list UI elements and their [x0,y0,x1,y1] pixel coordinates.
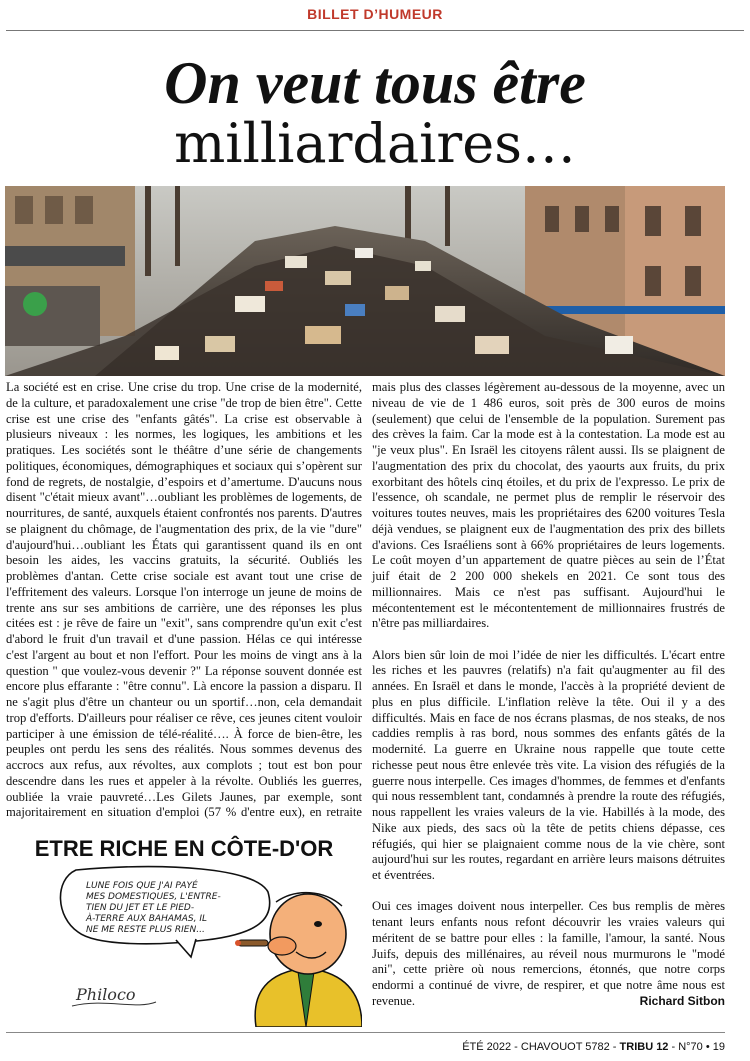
footer-issue-date: ÉTÉ 2022 - CHAVOUOT 5782 - [462,1041,620,1053]
article-paragraph: La société est en crise. Une crise du trop. Une crise de la modernité, de la culture, et paradoxalement une crise "de trop de bien être". Cette crise est une crise des "enfants gâtés". La crise est observable à plusieurs niveaux : les normes, les logiques, les ambitions et les pratiques. Les sociétés sont le théâtre d’une série de changements politiques, économiques, démographiques et sociaux qui s’opèrent sur fond de regrets, de nostalgie, d’espoirs et d’amertume. D'aucuns nous disent "c'était mieux avant"…oubliant les problèmes de logements, de nourritures, de santé, auxquels étaient confrontés nos parents. D'autres se plaignent du chômage, de l'augmentation des prix, de la vie "dure" d'aujourd'hui…oubliant les États qui garantissent quand ils en ont besoin les aides, les vaccins gratuits, la sécurité. Oubliés les problèmes d'antan. Cette crise sociale est avant tout une crise de l'effritement des valeurs. Lorsque l'on interroge un jeune de moins de trente ans sur ses ambitions de carrière, une des réponses les plus citées est : je rêve de faire un "exit", sans comprendre qu'un exit c'est d'abord le fruit d'un travail et d'une passion. Hélas ce qui intéresse c'est l'argent au bout et non l'effort. Pour les moins de vingt ans à la question " que voulez-vous devenir ?" La réponse souvent donnée est encore plus effarante : "être connu". Là encore la passion a disparu. Il ne s'agit plus d'être un chanteur ou un sportif…non, cela demandait trop d'efforts. D'ailleurs pour réaliser ce rêve, ces jeunes citent vouloir participer à une émission de télé-réalité…. À force de bien-être, les peuples ont perdu les sens des réalités. Nous sommes devenus des accrocs aux refus, aux révoltes, aux complots ; tout est bon pour descendre dans les rues et appeler à la révolte. Oubliés les guerres, oubliée la vraie pauvreté…Les Gilets Jaunes, par exemple, sont majoritairement en situation d'emploi (57 % d'entre eux), en retraite [6,380,362,820]
cartoonist-signature: Philoco [76,985,136,1004]
author-signature: Richard Sitbon [639,994,725,1008]
article-paragraph: Alors bien sûr loin de moi l’idée de nier les difficultés. L'écart entre les riches et les pauvres (relatifs) n'a fait qu'augmenter au fil des années. En Israël et dans le monde, l'accès à la propriété devient de plus en plus difficile. L'inflation relève la tête. Oui il y a des difficultés. Mais en face de nos écrans plasmas, de nos steaks, de nos caddies remplis à ras bord, nous sommes des enfants gâtés de la modernité. La guerre en Ukraine nous rappelle que toute cette richesse peut nous être enlevée très vite. La vision des réfugiés de la guerre nous interpelle. Ces images d'hommes, de femmes et d'enfants qui nous ressemblent tant, condamnés à prendre la route des réfugiés, nous rappellent les vraies valeurs de la vie. Habillés à la mode, des Nike aux pieds, des sacs où la tête de petits chiens dépasse, ces réfugiés, qui hier se plaignaient comme nous de la vie chère, sont aujourd'hui sur les routes, regardant en arrière leurs maisons détruites et éventrées. [372,647,725,882]
speech-line: TIEN DU JET ET LE PIED- [86,903,195,913]
article-column-left [6,380,362,852]
cartoon-title: ETRE RICHE EN CÔTE-D'OR [34,836,334,861]
footer-magazine-name: TRIBU 12 [619,1041,669,1053]
article-title-line-1: On veut tous être [164,50,586,116]
article-title-line-2: milliardaires… [174,112,576,175]
article-paragraph: Oui ces images doivent nous interpeller. Ces bus remplis de mères tenant leurs enfants nous refont découvrir les vraies valeurs qui méritent de se battre pour elles : la famille, l'amour, la santé. Nous Juifs, depuis des millénaires, au réveil nous murmurons le "modé ani", cette prière où nous remercions, étonnés, que notre corps endormi a continué de vivre, de respirer, et que notre âme nous est revenue. [372,899,725,1008]
article-column-right [372,380,725,1025]
article-paragraph: mais plus des classes légèrement au-dessous de la moyenne, avec un niveau de vie de 1 486 euros, soit près de 300 euros de moins (seulement) que celui de l'ensemble de la population. Surement pas des crèves la faim. Car la mode est à la contestation. La mode est au "je veux plus". En Israël les citoyens râlent aussi. Ils se plaignent de l'augmentation des prix du chocolat, des yaourts aux fruits, du prix exorbitant des hôtels cinq étoiles, et du prix de l'expresso. Le prix de l'essence, oh scandale, ne permet plus de remplir le réservoir des voitures toutes neuves, mais les propriétaires des 6200 voitures Tesla déjà vendues, se plaignent eux de l'augmentation des prix des billets d'avions. Ces Israéliens sont à 66% propriétaires de leurs logements. Le coût moyen d’un appartement de quatre pièces au sein de l’État juif était de 2 200 000 shekels en 2021. Ce sont tous des millionnaires. Mais ce n'est pas suffisant. Aujourd'hui le mécontentement est le mécontentement de millionnaires frustrés de n'être pas milliardaires. [372,380,725,631]
protest-crowd-photo [5,186,725,376]
speech-line: NE ME RESTE PLUS RIEN... [86,925,205,935]
page-footer [462,1041,725,1053]
speech-line: MES DOMESTIQUES, L'ENTRE- [86,892,221,902]
editorial-cartoon [6,822,362,1027]
speech-line: À-TERRE AUX BAHAMAS, IL [86,914,208,924]
speech-line: LUNE FOIS QUE J'AI PAYÉ [86,881,198,891]
footer-divider [6,1032,725,1033]
section-label: BILLET D’HUMEUR [307,6,443,22]
footer-issue-page: - N°70 • 19 [668,1041,725,1053]
header-divider [6,30,744,31]
